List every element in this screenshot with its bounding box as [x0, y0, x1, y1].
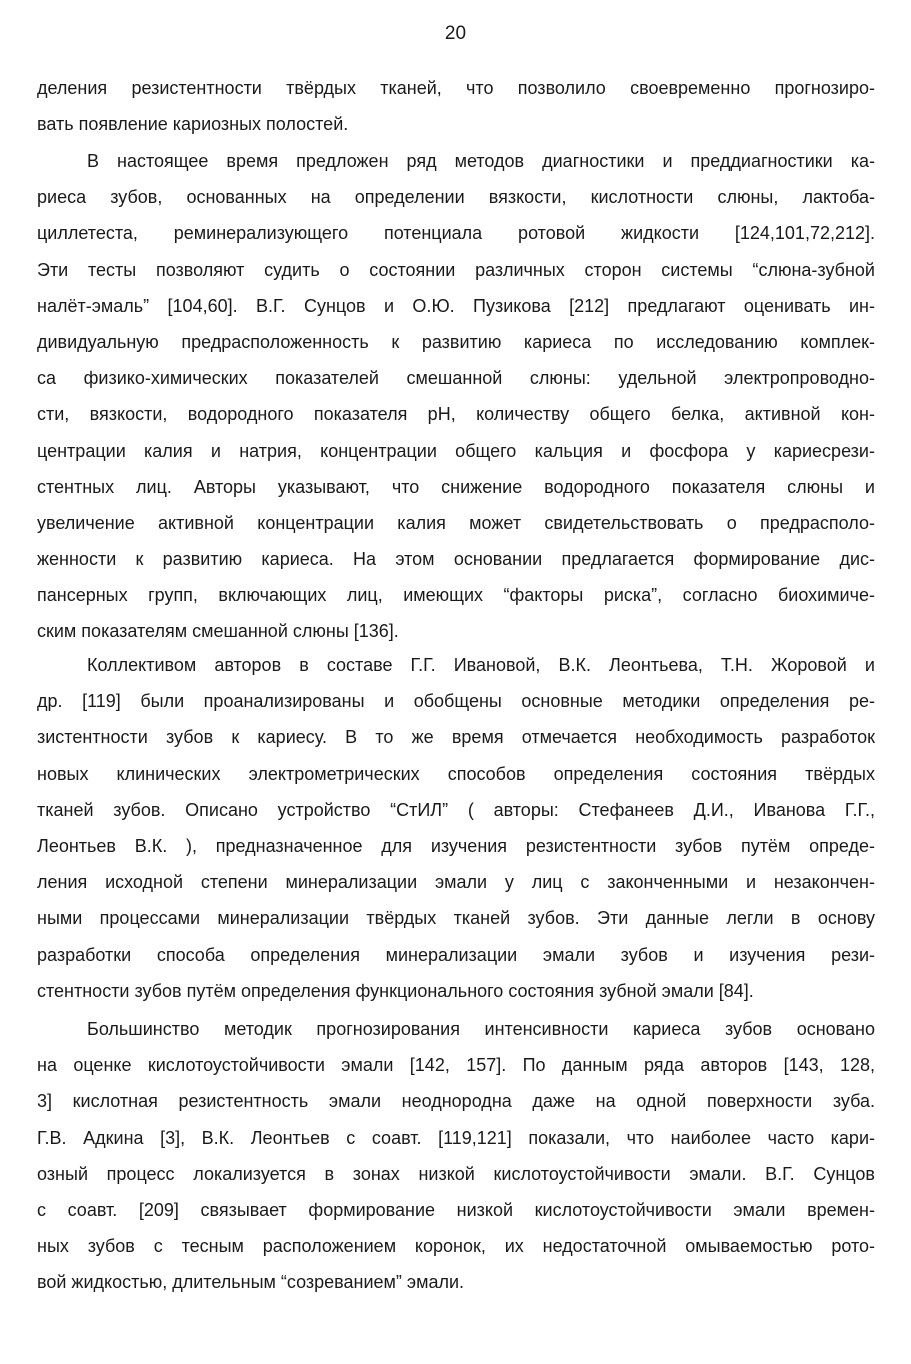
text-line: деления резистентности твёрдых тканей, что позволило своевременно прогнозиро-	[37, 78, 875, 98]
text-line: зистентности зубов к кариесу. В то же время отмечается необходимость разработок	[37, 727, 875, 748]
text-line: центрации калия и натрия, концентрации общего кальция и фосфора у кариесрези-	[37, 440, 875, 461]
text-line: вой жидкостью, длительным “созреванием” эмали.	[37, 1272, 465, 1293]
text-line: 3] кислотная резистентность эмали неоднородна даже на одной поверхности зуба.	[37, 1091, 875, 1112]
text-line: женности к развитию кариеса. На этом основании предлагается формирование дис-	[37, 549, 875, 570]
text-line: ными процессами минерализации твёрдых тканей зубов. Эти данные легли в основу	[37, 908, 875, 929]
text-line: увеличение активной концентрации калия может свидетельствовать о предрасполо-	[37, 512, 875, 533]
text-line: на оценке кислотоустойчивости эмали [142, 157]. По данным ряда авторов [143, 128,	[37, 1055, 875, 1076]
paragraph	[37, 647, 875, 1009]
text-line: Эти тесты позволяют судить о состоянии различных сторон системы “слюна-зубной	[37, 259, 875, 280]
paragraph	[37, 143, 875, 650]
text-line: вать появление кариозных полостей.	[37, 114, 349, 135]
text-line: пансерных групп, включающих лиц, имеющих “факторы риска”, согласно биохимиче-	[37, 585, 875, 606]
paragraph	[37, 1011, 875, 1301]
text-line: др. [119] были проанализированы и обобщены основные методики определения ре-	[37, 691, 875, 712]
text-line: стентных лиц. Авторы указывают, что снижение водородного показателя слюны и	[37, 476, 875, 497]
paragraph	[37, 70, 875, 142]
text-line: Большинство методик прогнозирования интенсивности кариеса зубов основано	[87, 1019, 875, 1039]
text-line: риеса зубов, основанных на определении вязкости, кислотности слюны, лактоба-	[37, 187, 875, 208]
text-line: разработки способа определения минерализации эмали зубов и изучения рези-	[37, 944, 875, 965]
text-line: ским показателям смешанной слюны [136].	[37, 621, 399, 642]
text-line: с соавт. [209] связывает формирование низкой кислотоустойчивости эмали времен-	[37, 1199, 875, 1220]
text-line: дивидуальную предрасположенность к развитию кариеса по исследованию комплек-	[37, 331, 875, 352]
text-line: Коллективом авторов в составе Г.Г. Ивановой, В.К. Леонтьева, Т.Н. Жоровой и	[87, 655, 875, 675]
text-line: налёт-эмаль” [104,60]. В.Г. Сунцов и О.Ю. Пузикова [212] предлагают оценивать ин-	[37, 295, 875, 316]
text-line: циллетеста, реминерализующего потенциала ротовой жидкости [124,101,72,212].	[37, 223, 875, 244]
text-line: Леонтьев В.К. ), предназначенное для изучения резистентности зубов путём опреде-	[37, 835, 875, 856]
page-number: 20	[444, 23, 467, 44]
text-line: ления исходной степени минерализации эмали у лиц с законченными и незакончен-	[37, 872, 875, 893]
text-line: озный процесс локализуется в зонах низкой кислотоустойчивости эмали. В.Г. Сунцов	[37, 1163, 875, 1184]
text-line: ных зубов с тесным расположением коронок, их недостаточной омываемостью рото-	[37, 1236, 875, 1257]
text-line: стентности зубов путём определения функционального состояния зубной эмали [84].	[37, 980, 754, 1001]
text-line: сти, вязкости, водородного показателя pH, количеству общего белка, активной кон-	[37, 404, 875, 425]
text-line: В настоящее время предложен ряд методов диагностики и преддиагностики ка-	[87, 151, 875, 171]
text-line: новых клинических электрометрических способов определения состояния твёрдых	[37, 763, 875, 784]
text-line: Г.В. Адкина [3], В.К. Леонтьев с соавт. [119,121] показали, что наиболее часто кари-	[37, 1127, 875, 1148]
text-line: тканей зубов. Описано устройство “СтИЛ” ( авторы: Стефанеев Д.И., Иванова Г.Г.,	[37, 799, 875, 820]
text-line: са физико-химических показателей смешанной слюны: удельной электропроводно-	[37, 368, 875, 389]
